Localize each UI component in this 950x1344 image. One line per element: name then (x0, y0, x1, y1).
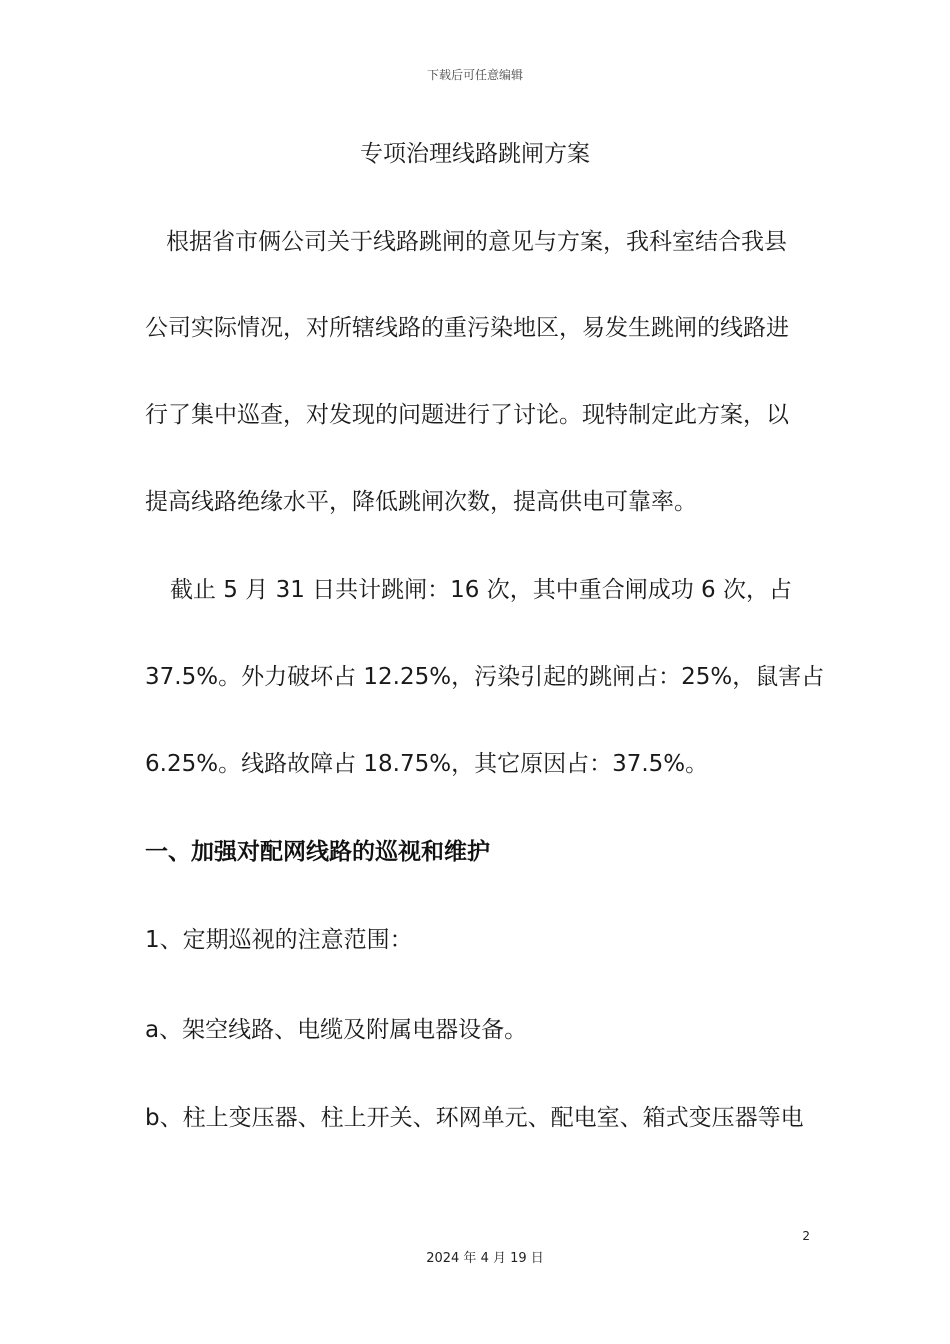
footer-date: 2024 年 4 月 19 日 (426, 1251, 544, 1266)
list-item-b: b、柱上变压器、柱上开关、环网单元、配电室、箱式变压器等电 (145, 1105, 804, 1131)
paragraph2-line3: 6.25%。线路故障占 18.75%，其它原因占：37.5%。 (145, 751, 709, 777)
paragraph1-line1: 根据省市俩公司关于线路跳闸的意见与方案，我科室结合我县 (166, 229, 787, 255)
section-heading: 一、加强对配网线路的巡视和维护 (145, 839, 490, 865)
paragraph2-line1: 截止 5 月 31 日共计跳闸：16 次，其中重合闸成功 6 次，占 (170, 577, 792, 603)
header-note: 下载后可任意编辑 (426, 68, 523, 82)
paragraph1-line3: 行了集中巡查，对发现的问题进行了讨论。现特制定此方案，以 (145, 402, 789, 428)
list-item-a: a、架空线路、电缆及附属电器设备。 (145, 1017, 528, 1043)
document-title: 专项治理线路跳闸方案 (360, 141, 590, 167)
paragraph1-line4: 提高线路绝缘水平，降低跳闸次数，提高供电可靠率。 (145, 489, 697, 515)
paragraph1-line2: 公司实际情况，对所辖线路的重污染地区，易发生跳闸的线路进 (145, 315, 789, 341)
list-item-1: 1、定期巡视的注意范围： (145, 927, 413, 953)
page-number: 2 (802, 1229, 810, 1243)
paragraph2-line2: 37.5%。外力破坏占 12.25%，污染引起的跳闸占：25%，鼠害占 (145, 664, 825, 690)
